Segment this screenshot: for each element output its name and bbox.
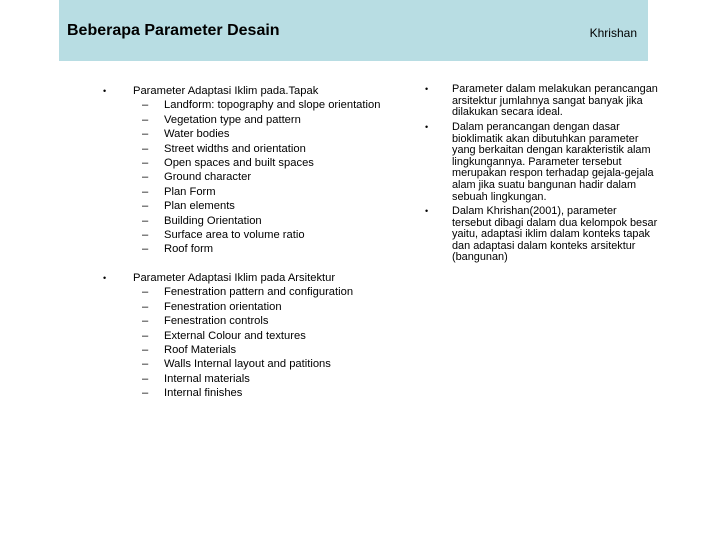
list-item-text: Street widths and orientation [164, 142, 306, 155]
text-line: Parameter dalam melakukan perancangan [452, 83, 658, 95]
text-line: yaitu, adaptasi iklim dalam konteks tapak [452, 228, 650, 241]
list-item [0, 199, 410, 213]
dash-icon: – [142, 387, 149, 400]
list-item [0, 343, 410, 357]
dash-icon: – [142, 372, 149, 385]
list-item-text: External Colour and textures [164, 329, 306, 342]
dash-icon: – [142, 228, 149, 241]
page-title: Beberapa Parameter Desain [67, 22, 280, 39]
dash-icon: – [142, 315, 149, 328]
list-item [0, 156, 410, 170]
list-item [0, 242, 410, 256]
list-item-text: Internal materials [164, 372, 250, 385]
bullet-icon: • [425, 122, 429, 132]
list-item [0, 314, 410, 328]
text-line: tersebut dibagi dalam dua kelompok besar [452, 216, 658, 229]
site-parameter-list [0, 98, 410, 256]
section-heading: Parameter Adaptasi Iklim pada Arsitektur [133, 272, 336, 284]
list-item-text: Surface area to volume ratio [164, 228, 305, 241]
dash-icon: – [142, 113, 149, 126]
bullet-icon: • [103, 86, 107, 96]
text-line: Dalam perancangan dengan dasar [452, 121, 620, 133]
dash-icon: – [142, 171, 149, 184]
slide-header [59, 0, 648, 61]
list-item [0, 185, 410, 199]
dash-icon: – [142, 99, 149, 112]
architecture-parameter-list [0, 285, 410, 400]
dash-icon: – [142, 243, 149, 256]
paragraph-text [452, 122, 706, 203]
bullet-icon: • [425, 84, 429, 94]
list-item [0, 98, 410, 112]
bullet-icon: • [425, 206, 429, 216]
dash-icon: – [142, 329, 149, 342]
list-item-text: Fenestration controls [164, 315, 269, 328]
list-item [0, 214, 410, 228]
section-heading-row [0, 84, 410, 98]
dash-icon: – [142, 200, 149, 213]
text-line: arsitektur jumlahnya sangat banyak jika [452, 94, 643, 107]
list-item [0, 170, 410, 184]
section-heading: Parameter Adaptasi Iklim pada.Tapak [133, 85, 319, 97]
dash-icon: – [142, 358, 149, 371]
list-item-text: Roof form [164, 243, 214, 256]
list-item-text: Fenestration pattern and configuration [164, 286, 354, 299]
text-line: (bangunan) [452, 251, 508, 264]
list-item-text: Water bodies [164, 128, 230, 141]
list-item [0, 228, 410, 242]
author-name: Khrishan [589, 26, 637, 40]
list-item-text: Roof Materials [164, 343, 237, 356]
dash-icon: – [142, 300, 149, 313]
list-item [0, 372, 410, 386]
list-item-text: Open spaces and built spaces [164, 156, 314, 169]
list-item-text: Building Orientation [164, 214, 262, 227]
list-item [0, 113, 410, 127]
list-item-text: Walls Internal layout and patitions [164, 358, 331, 371]
paragraph-text [452, 84, 706, 119]
list-item [0, 300, 410, 314]
text-line: dilakukan secara ideal. [452, 106, 563, 119]
list-item-text: Ground character [164, 171, 252, 184]
list-item [0, 127, 410, 141]
section-heading-row [0, 271, 410, 285]
bullet-icon: • [103, 273, 107, 283]
text-line: bioklimatik akan dibutuhkan parameter [452, 132, 639, 145]
text-line: merupakan respon terhadap gejala-gejala [452, 167, 654, 180]
text-line: yang berkaitan dengan karakteristik alam [452, 144, 651, 157]
list-item [0, 386, 410, 400]
list-item-text: Internal finishes [164, 387, 243, 400]
list-item [0, 285, 410, 299]
paragraph-text [452, 206, 706, 264]
dash-icon: – [142, 343, 149, 356]
dash-icon: – [142, 185, 149, 198]
list-item [0, 357, 410, 371]
text-line: Dalam Khrishan(2001), parameter [452, 205, 617, 217]
list-item [0, 142, 410, 156]
list-item-text: Landform: topography and slope orientation [164, 99, 381, 112]
dash-icon: – [142, 286, 149, 299]
dash-icon: – [142, 156, 149, 169]
text-line: alam jika suatu bangunan hadir dalam [452, 178, 637, 191]
dash-icon: – [142, 214, 149, 227]
list-item-text: Plan elements [164, 200, 235, 213]
text-line: dan adaptasi dalam konteks arsitektur [452, 239, 636, 252]
dash-icon: – [142, 142, 149, 155]
text-line: lingkungannya. Parameter tersebut [452, 155, 622, 168]
list-item-text: Fenestration orientation [164, 300, 282, 313]
dash-icon: – [142, 128, 149, 141]
list-item-text: Plan Form [164, 185, 216, 198]
text-line: sebuah lingkungan. [452, 190, 547, 203]
list-item-text: Vegetation type and pattern [164, 113, 301, 126]
list-item [0, 329, 410, 343]
